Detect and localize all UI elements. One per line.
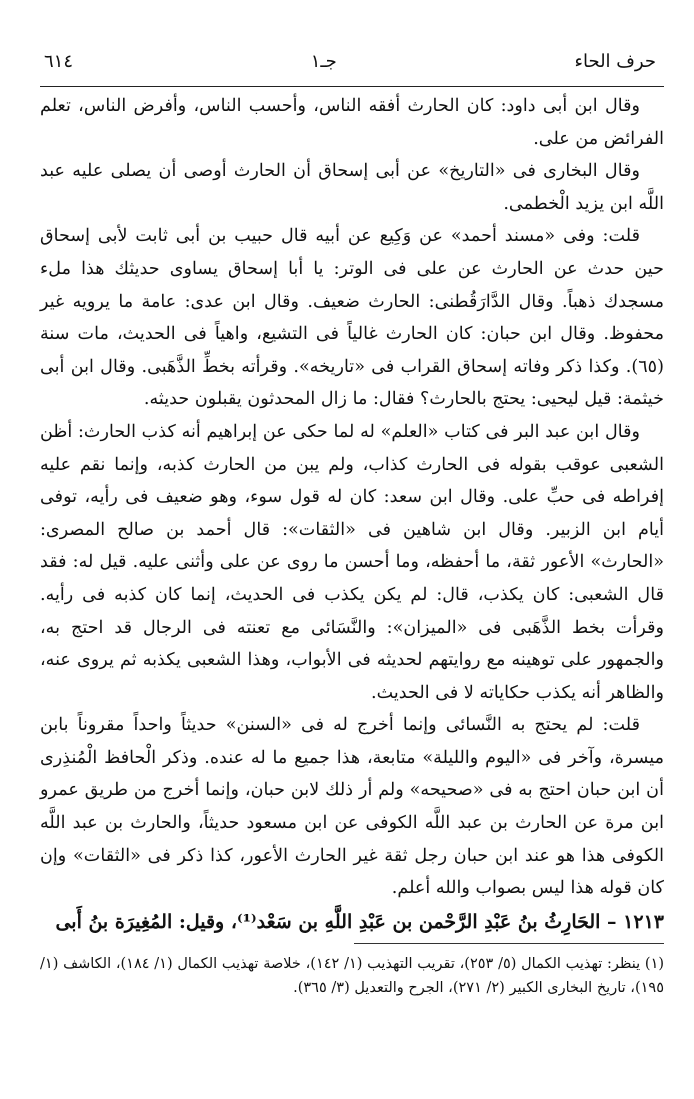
header-rule	[40, 86, 664, 87]
paragraph: قلت: وفى «مسند أحمد» عن وَكِيع عن أبيه قال حبيب بن أبى ثابت لأبى إسحاق حين حدث عن الحارث عن على فى الوتر: يا أبا إسحاق يساوى حديثك هذا ملء مسجدك ذهباً. وقال الدَّارَقُطنى: الحارث ضعيف. وقال ابن عدى: عامة ما يرويه غير محفوظ. وقال ابن حبان: كان الحارث غالياً فى التشيع، واهياً فى الحديث، مات سنة (٦٥). وكذا ذكر وفاته إسحاق القراب فى «تاريخه». وقرأته بخطِّ الذَّهَبى. وقال ابن أبى خيثمة: قيل ليحيى: يحتج بالحارث؟ فقال: ما زال المحدثون يقبلون حديثه.	[40, 226, 664, 410]
paragraph: وقال ابن عبد البر فى كتاب «العلم» له لما حكى عن إبراهيم أنه كذب الحارث: أظن الشعبى عوقب بقوله فى الحارث كذاب، ولم يبن من الحارث كذبه، وإنما نقم عليه إفراطه فى حبِّ على. وقال ابن سعد: كان له قول سوء، وهو ضعيف فى رأيه، توفى أيام ابن الزبير. وقال ابن شاهين فى «الثقات»: قال أحمد بن صالح المصرى: «الحارث» الأعور ثقة، ما أحفظه، وما أحسن ما روى عن على وأثنى عليه. قيل له: فقد قال الشعبى: كان يكذب، قال: لم يكن يكذب فى الحديث، إنما كان كذبه فى رأيه. وقرأت بخط الذَّهَبى فى «الميزان»: والنَّسَائى مع تعنته فى الرجال قد احتج به، والجمهور على توهينه مع روايتهم لحديثه فى الأبواب، وهذا الشعبى يكذبه ثم يروى عنه، والظاهر أنه يكذب حكاياته لا فى الحديث.	[40, 421, 664, 703]
document-page	[40, 48, 664, 1000]
section-title: حرف الحاء	[574, 51, 656, 72]
paragraph: قلت: لم يحتج به النَّسائى وإنما أخرج له فى «السنن» حديثاً واحداً مقروناً بابن ميسرة، وآخر فى «اليوم والليلة» متابعة، هذا جميع ما له عنده. وذكر الْحافظ الْمُنذِرى أن ابن حبان احتج به فى «صحيحه» ولم أر ذلك لابن حبان، وإنما أخرج من طريق عمرو ابن مرة عن الحارث بن عبد اللَّه الكوفى عن ابن مسعود حديثاً، والحارث بن عبد اللَّه الكوفى هذا هو عند ابن حبان رجل ثقة غير الحارث الأعور، كذا ذكر فى «الثقات» وإن كان قوله هذا ليس بصواب والله أعلم.	[40, 715, 664, 899]
volume-number: جـ١	[310, 51, 337, 72]
running-header	[40, 48, 664, 76]
paragraph: وقال ابن أبى داود: كان الحارث أفقه الناس، وأحسب الناس، وأفرض الناس، تعلم الفرائض من على.	[40, 96, 664, 149]
paragraph: وقال البخارى فى «التاريخ» عن أبى إسحاق أن الحارث أوصى أن يصلى عليه عبد اللَّه ابن يزيد الْخطمى.	[40, 161, 664, 214]
page-number: ٦١٤	[44, 51, 74, 72]
main-text	[40, 90, 664, 939]
footnote: (١) ينظر: تهذيب الكمال (٥/ ٢٥٣)، تقريب التهذيب (١/ ١٤٢)، خلاصة تهذيب الكمال (١/ ١٨٤)، الكاشف (١/ ١٩٥)، تاريخ البخارى الكبير (٢/ ٢٧١)، الجرح والتعديل (٣/ ٣٦٥).	[40, 955, 665, 996]
entry-heading: ١٢١٣ – الحَارِثُ بنُ عَبْدِ الرَّحْمن بن عَبْدِ اللَّهِ بن سَعْد⁽¹⁾، وقيل: المُغِيرَة بنُ أَبى	[55, 910, 664, 933]
